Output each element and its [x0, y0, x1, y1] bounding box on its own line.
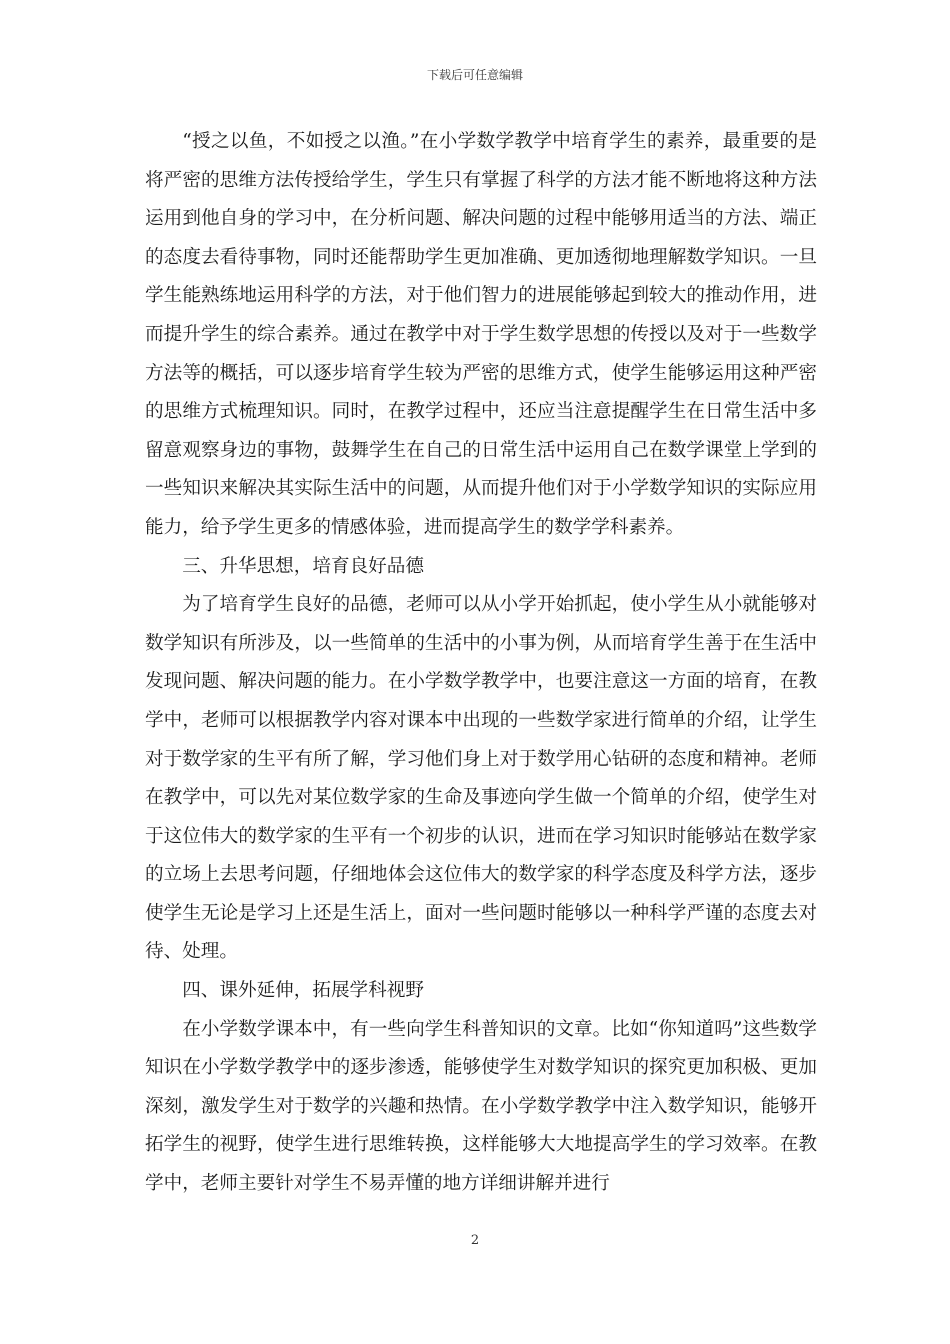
section-heading-3: 三、升华思想，培育良好品德 — [182, 555, 424, 577]
page-header: 下载后可任意编辑 — [426, 68, 523, 82]
paragraph-thinking-methods: “授之以鱼，不如授之以渔。”在小学数学教学中培育学生的素养，最重要的是将严密的思维方法传授给学生，学生只有掌握了科学的方法才能不断地将这种方法运用到他自身的学习中，在分析问题、解决问题的过程中能够用适当的方法、端正的态度去看待事物，同时还能帮助学生更加准确、更加透彻地理解数学知识。一旦学生能熟练地运用科学的方法，对于他们智力的进展能够起到较大的推动作用，进而提升学生的综合素养。通过在教学中对于学生数学思想的传授以及对于一些数学方法等的概括，可以逐步培育学生较为严密的思维方式，使学生能够运用这种严密的思维方式梳理知识。同时，在教学过程中，还应当注意提醒学生在日常生活中多留意观察身边的事物，鼓舞学生在自己的日常生活中运用自己在数学课堂上学到的一些知识来解决其实际生活中的问题，从而提升他们对于小学数学知识的实际应用能力，给予学生更多的情感体验，进而提高学生的数学学科素养。 — [145, 131, 817, 538]
section-heading-4: 四、课外延伸，拓展学科视野 — [182, 980, 424, 1002]
paragraph-moral-character: 为了培育学生良好的品德，老师可以从小学开始抓起，使小学生从小就能够对数学知识有所涉及，以一些简单的生活中的小事为例，从而培育学生善于在生活中发现问题、解决问题的能力。在小学数学教学中，也要注意这一方面的培育，在教学中，老师可以根据教学内容对课本中出现的一些数学家进行简单的介绍，让学生对于数学家的生平有所了解，学习他们身上对于数学用心钻研的态度和精神。老师在教学中，可以先对某位数学家的生命及事迹向学生做一个简单的介绍，使学生对于这位伟大的数学家的生平有一个初步的认识，进而在学习知识时能够站在数学家的立场上去思考问题，仔细地体会这位伟大的数学家的科学态度及科学方法，逐步使学生无论是学习上还是生活上，面对一些问题时能够以一种科学严谨的态度去对待、处理。 — [145, 594, 817, 963]
paragraph-extracurricular: 在小学数学课本中，有一些向学生科普知识的文章。比如“你知道吗”这些数学知识在小学数学教学中的逐步渗透，能够使学生对数学知识的探究更加积极、更加深刻，激发学生对于数学的兴趣和热情。在小学数学教学中注入数学知识，能够开拓学生的视野，使学生进行思维转换，这样能够大大地提高学生的学习效率。在教学中，老师主要针对学生不易弄懂的地方详细讲解并进行 — [145, 1018, 817, 1195]
document-body — [145, 123, 817, 1204]
page-number: 2 — [470, 1233, 480, 1248]
